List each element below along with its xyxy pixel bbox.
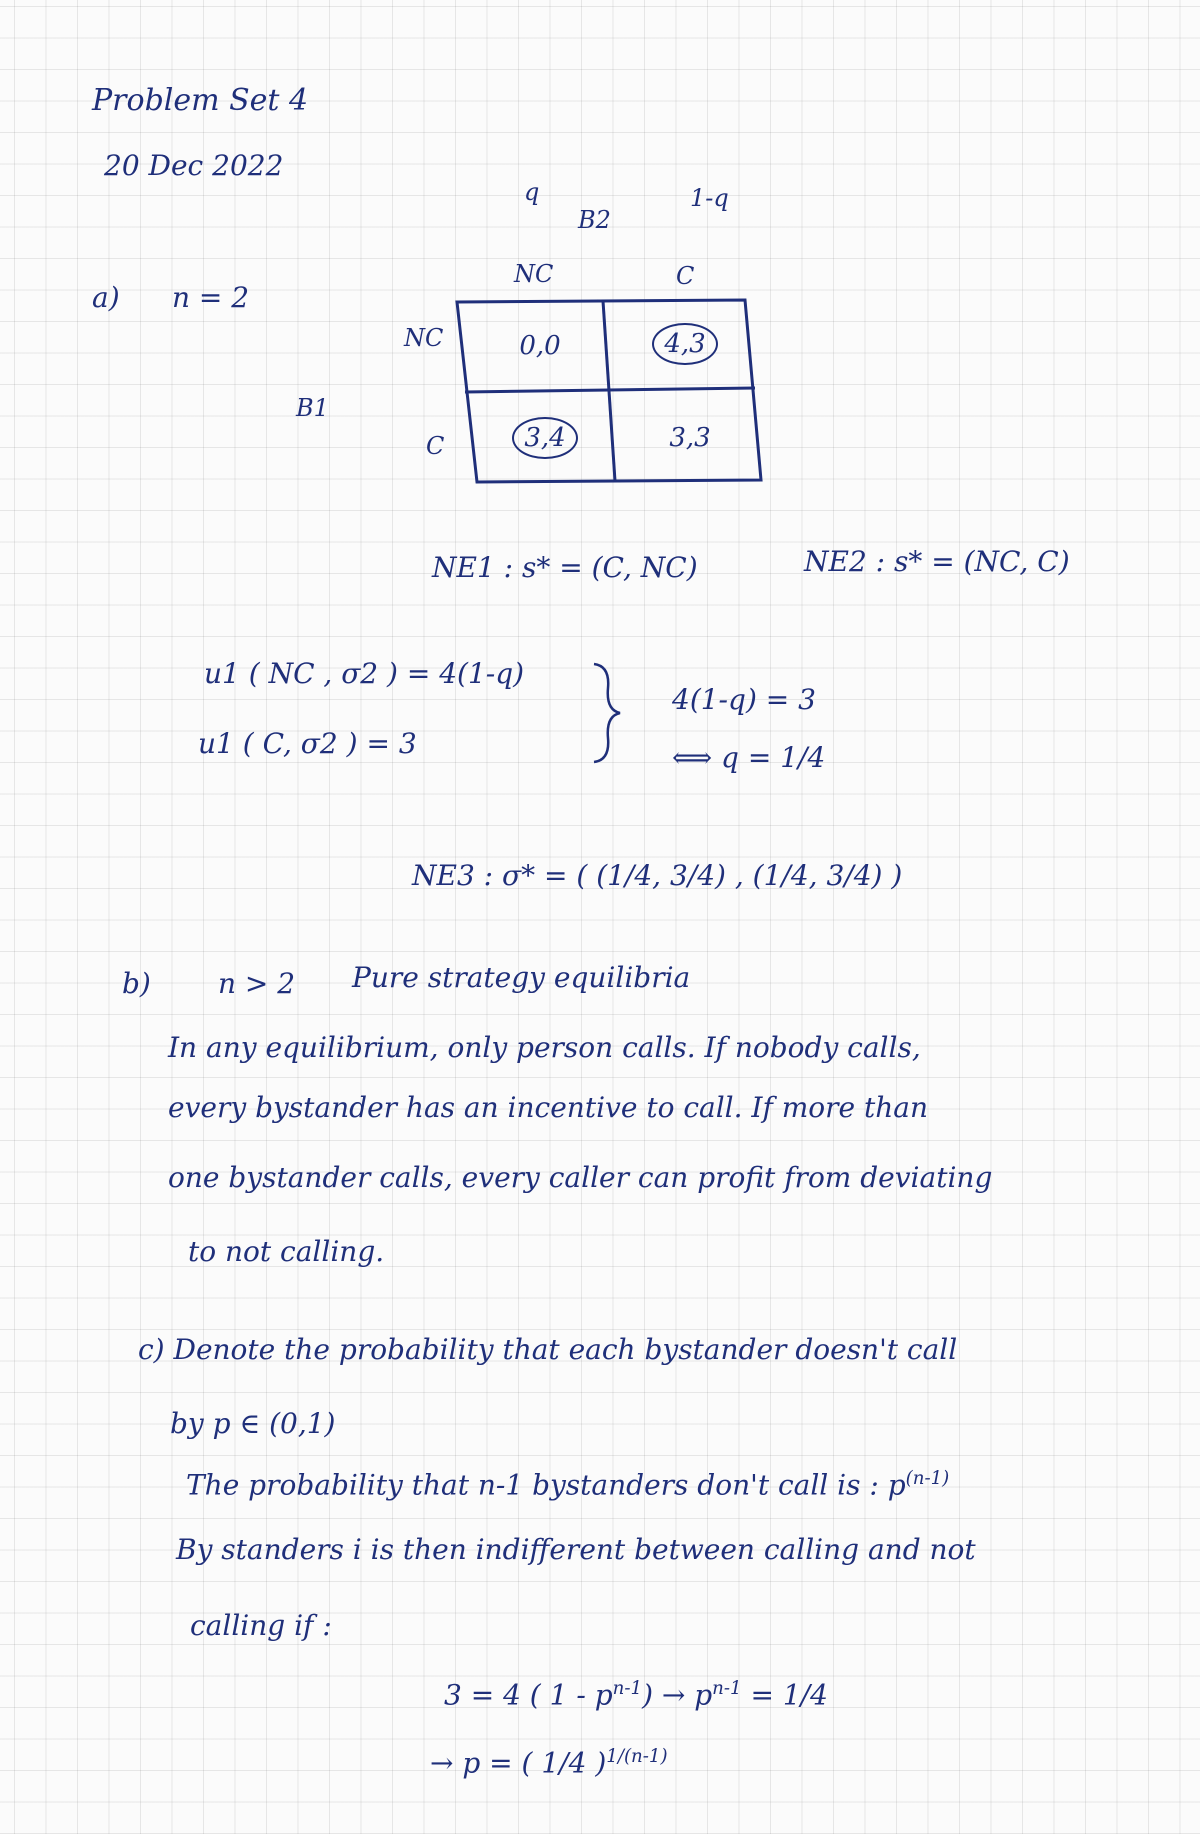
payoff-nc-c xyxy=(615,302,755,386)
right-brace xyxy=(588,660,624,766)
eq2-text: → p = ( 1/4 ) xyxy=(430,1746,607,1780)
part-c-line-5: calling if : xyxy=(190,1609,332,1642)
part-c-line-2: by p ∈ (0,1) xyxy=(170,1407,336,1440)
ne1: NE1 : s* = (C, NC) xyxy=(432,551,698,584)
eq-result: 4(1-q) = 3 xyxy=(672,683,816,716)
eq1-exponent-2: n-1 xyxy=(712,1678,742,1699)
col-strategy-c: C xyxy=(676,262,695,290)
part-c-line-4: By standers i is then indifferent between calling and not xyxy=(176,1533,976,1566)
part-b-heading: Pure strategy equilibria xyxy=(352,961,691,994)
eq1-exponent: n-1 xyxy=(612,1678,643,1699)
row-strategy-c: C xyxy=(426,432,445,460)
part-a-n: n = 2 xyxy=(172,281,250,314)
col-player-label: B2 xyxy=(578,206,611,234)
col-strategy-nc: NC xyxy=(514,260,554,288)
part-c-line-1: c) Denote the probability that each bystander doesn't call xyxy=(138,1333,958,1366)
ne3: NE3 : σ* = ( (1/4, 3/4) , (1/4, 3/4) ) xyxy=(412,859,903,892)
row-strategy-nc: NC xyxy=(404,324,444,352)
eq-u-c: u1 ( C, σ2 ) = 3 xyxy=(198,727,417,760)
part-b-line-2: every bystander has an incentive to call. If more than xyxy=(168,1091,929,1124)
part-b-line-3: one bystander calls, every caller can profit from deviating xyxy=(168,1161,993,1194)
eq1-right: ) → p xyxy=(642,1678,713,1712)
part-c-eq-1 xyxy=(444,1678,828,1712)
part-b-line-1: In any equilibrium, only person calls. If nobody calls, xyxy=(168,1031,921,1064)
col-prob-1-q: 1-q xyxy=(690,184,729,212)
circled-payoff: 3,4 xyxy=(512,417,577,459)
part-c-line-3-exponent: (n-1) xyxy=(905,1468,950,1489)
row-player-label: B1 xyxy=(296,394,329,422)
part-a-label: a) xyxy=(92,281,120,314)
part-c-line-3 xyxy=(186,1468,950,1502)
circled-payoff: 4,3 xyxy=(652,323,717,365)
eq-u-nc: u1 ( NC , σ2 ) = 4(1-q) xyxy=(204,657,525,690)
payoff-c-c xyxy=(620,396,760,480)
payoff-value: 3,3 xyxy=(669,423,711,453)
col-prob-q: q xyxy=(524,178,540,206)
eq1-end: = 1/4 xyxy=(741,1678,828,1712)
payoff-nc-nc xyxy=(475,306,605,386)
ne2: NE2 : s* = (NC, C) xyxy=(804,545,1070,578)
payoff-value: 0,0 xyxy=(519,331,561,361)
eq2-exponent: 1/(n-1) xyxy=(606,1746,668,1767)
eq1-left: 3 = 4 ( 1 - p xyxy=(444,1678,613,1712)
part-b-line-4: to not calling. xyxy=(188,1235,385,1268)
payoff-c-nc xyxy=(480,396,610,480)
eq-q: ⟺ q = 1/4 xyxy=(672,741,826,774)
part-b-label: b) xyxy=(122,967,151,1000)
page-title: Problem Set 4 xyxy=(92,83,309,118)
date: 20 Dec 2022 xyxy=(104,149,284,182)
part-c-eq-2 xyxy=(430,1746,668,1780)
part-b-cond: n > 2 xyxy=(218,967,296,1000)
part-c-line-3-text: The probability that n-1 bystanders don't call is : p xyxy=(186,1468,906,1502)
